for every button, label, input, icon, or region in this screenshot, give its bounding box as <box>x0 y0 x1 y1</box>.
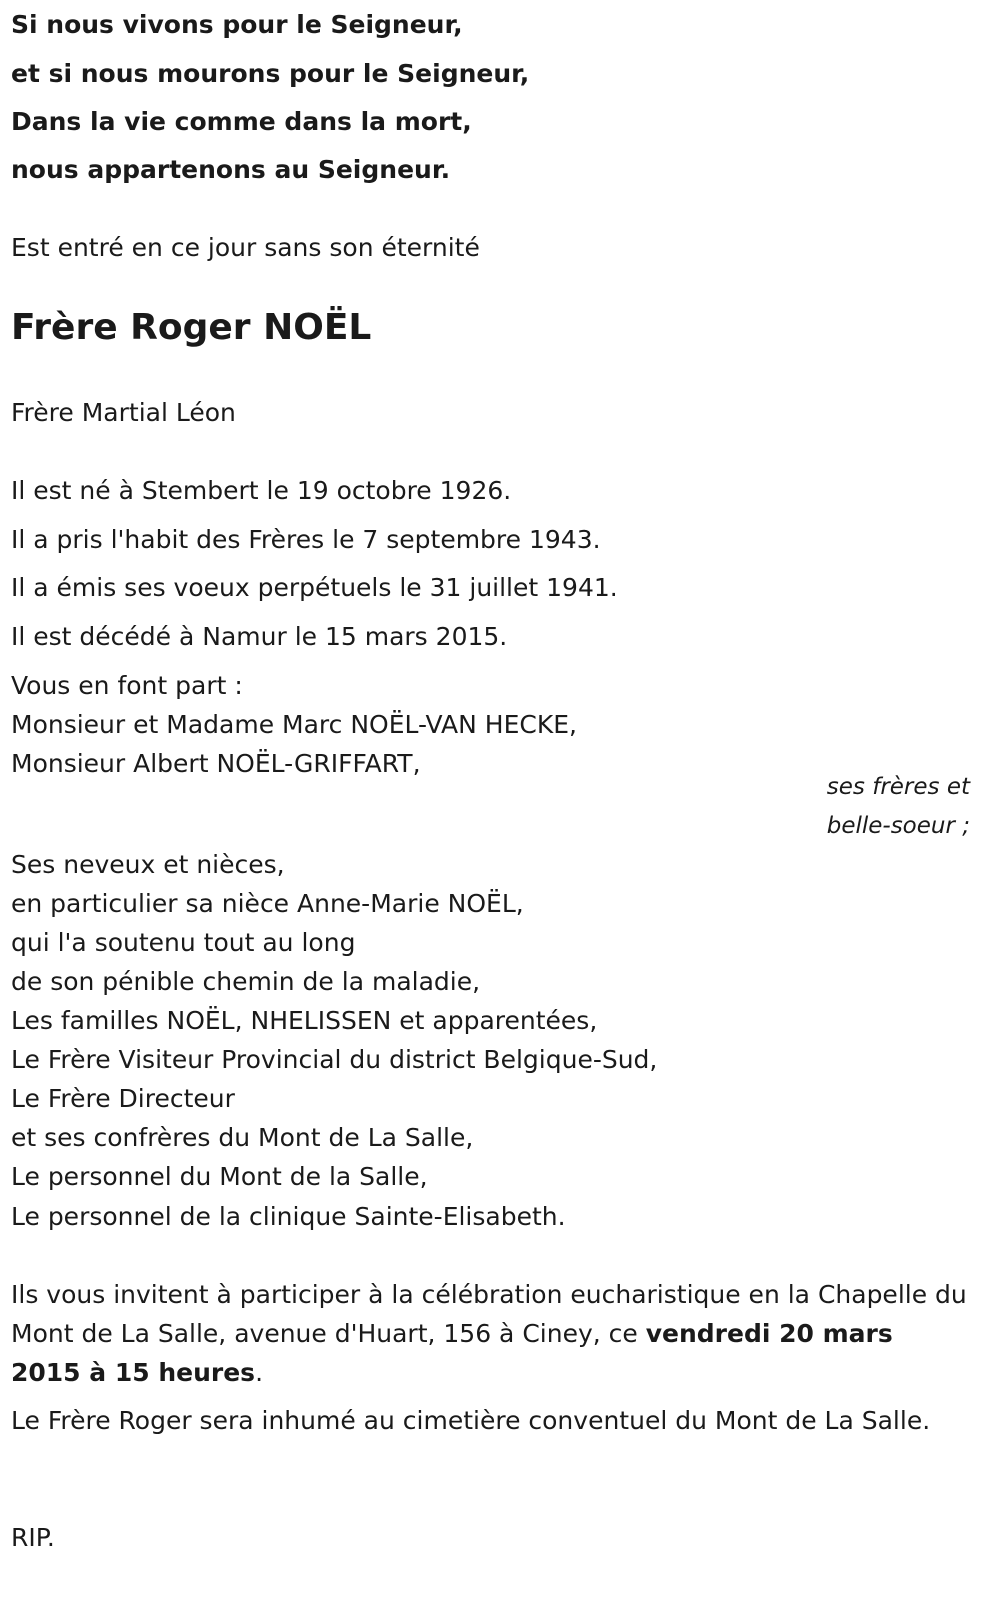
invitation-text: Ils vous invitent à participer à la célébration eucharistique en la Chapelle du Mont de La Salle, avenue d'Huart, 156 à Ciney, ce <box>11 1280 967 1348</box>
announcer-other-2: en particulier sa nièce Anne-Marie NOËL, <box>11 889 524 918</box>
announcer-other-3: qui l'a soutenu tout au long <box>11 928 356 957</box>
relation-note-line-2: belle-soeur ; <box>826 813 970 839</box>
announcer-family-1: Monsieur et Madame Marc NOËL-VAN HECKE, <box>11 710 577 739</box>
fact-birth: Il est né à Stembert le 19 octobre 1926. <box>11 476 512 505</box>
fact-death: Il est décédé à Namur le 15 mars 2015. <box>11 622 508 651</box>
announcers-heading: Vous en font part : <box>11 671 243 700</box>
announcer-other-10: Le personnel de la clinique Sainte-Elisabeth. <box>11 1202 566 1231</box>
invitation-paragraph <box>11 1275 971 1392</box>
announcer-other-5: Les familles NOËL, NHELISSEN et apparentées, <box>11 1006 598 1035</box>
announcer-family-2: Monsieur Albert NOËL-GRIFFART, <box>11 749 421 778</box>
verse-line-2: et si nous mourons pour le Seigneur, <box>11 59 530 88</box>
fact-habit: Il a pris l'habit des Frères le 7 septembre 1943. <box>11 525 601 554</box>
announcer-other-6: Le Frère Visiteur Provincial du district Belgique-Sud, <box>11 1045 658 1074</box>
ceremony-date-time: vendredi 20 mars 2015 à 15 heures <box>11 1319 893 1387</box>
religious-name: Frère Martial Léon <box>11 398 236 427</box>
burial-paragraph: Le Frère Roger sera inhumé au cimetière conventuel du Mont de La Salle. <box>11 1406 931 1435</box>
invitation-end: . <box>255 1358 264 1387</box>
announcer-other-8: et ses confrères du Mont de La Salle, <box>11 1123 474 1152</box>
announcer-other-1: Ses neveux et nièces, <box>11 850 285 879</box>
closing-rip: RIP. <box>11 1523 55 1552</box>
announcer-other-9: Le personnel du Mont de la Salle, <box>11 1162 428 1191</box>
verse-line-4: nous appartenons au Seigneur. <box>11 155 451 184</box>
relation-note-line-1: ses frères et <box>826 774 970 800</box>
verse-line-1: Si nous vivons pour le Seigneur, <box>11 10 463 39</box>
verse-line-3: Dans la vie comme dans la mort, <box>11 107 472 136</box>
intro-text: Est entré en ce jour sans son éternité <box>11 233 480 262</box>
announcer-other-4: de son pénible chemin de la maladie, <box>11 967 481 996</box>
deceased-name: Frère Roger NOËL <box>11 307 372 348</box>
fact-vows: Il a émis ses voeux perpétuels le 31 juillet 1941. <box>11 573 618 602</box>
announcer-other-7: Le Frère Directeur <box>11 1084 235 1113</box>
